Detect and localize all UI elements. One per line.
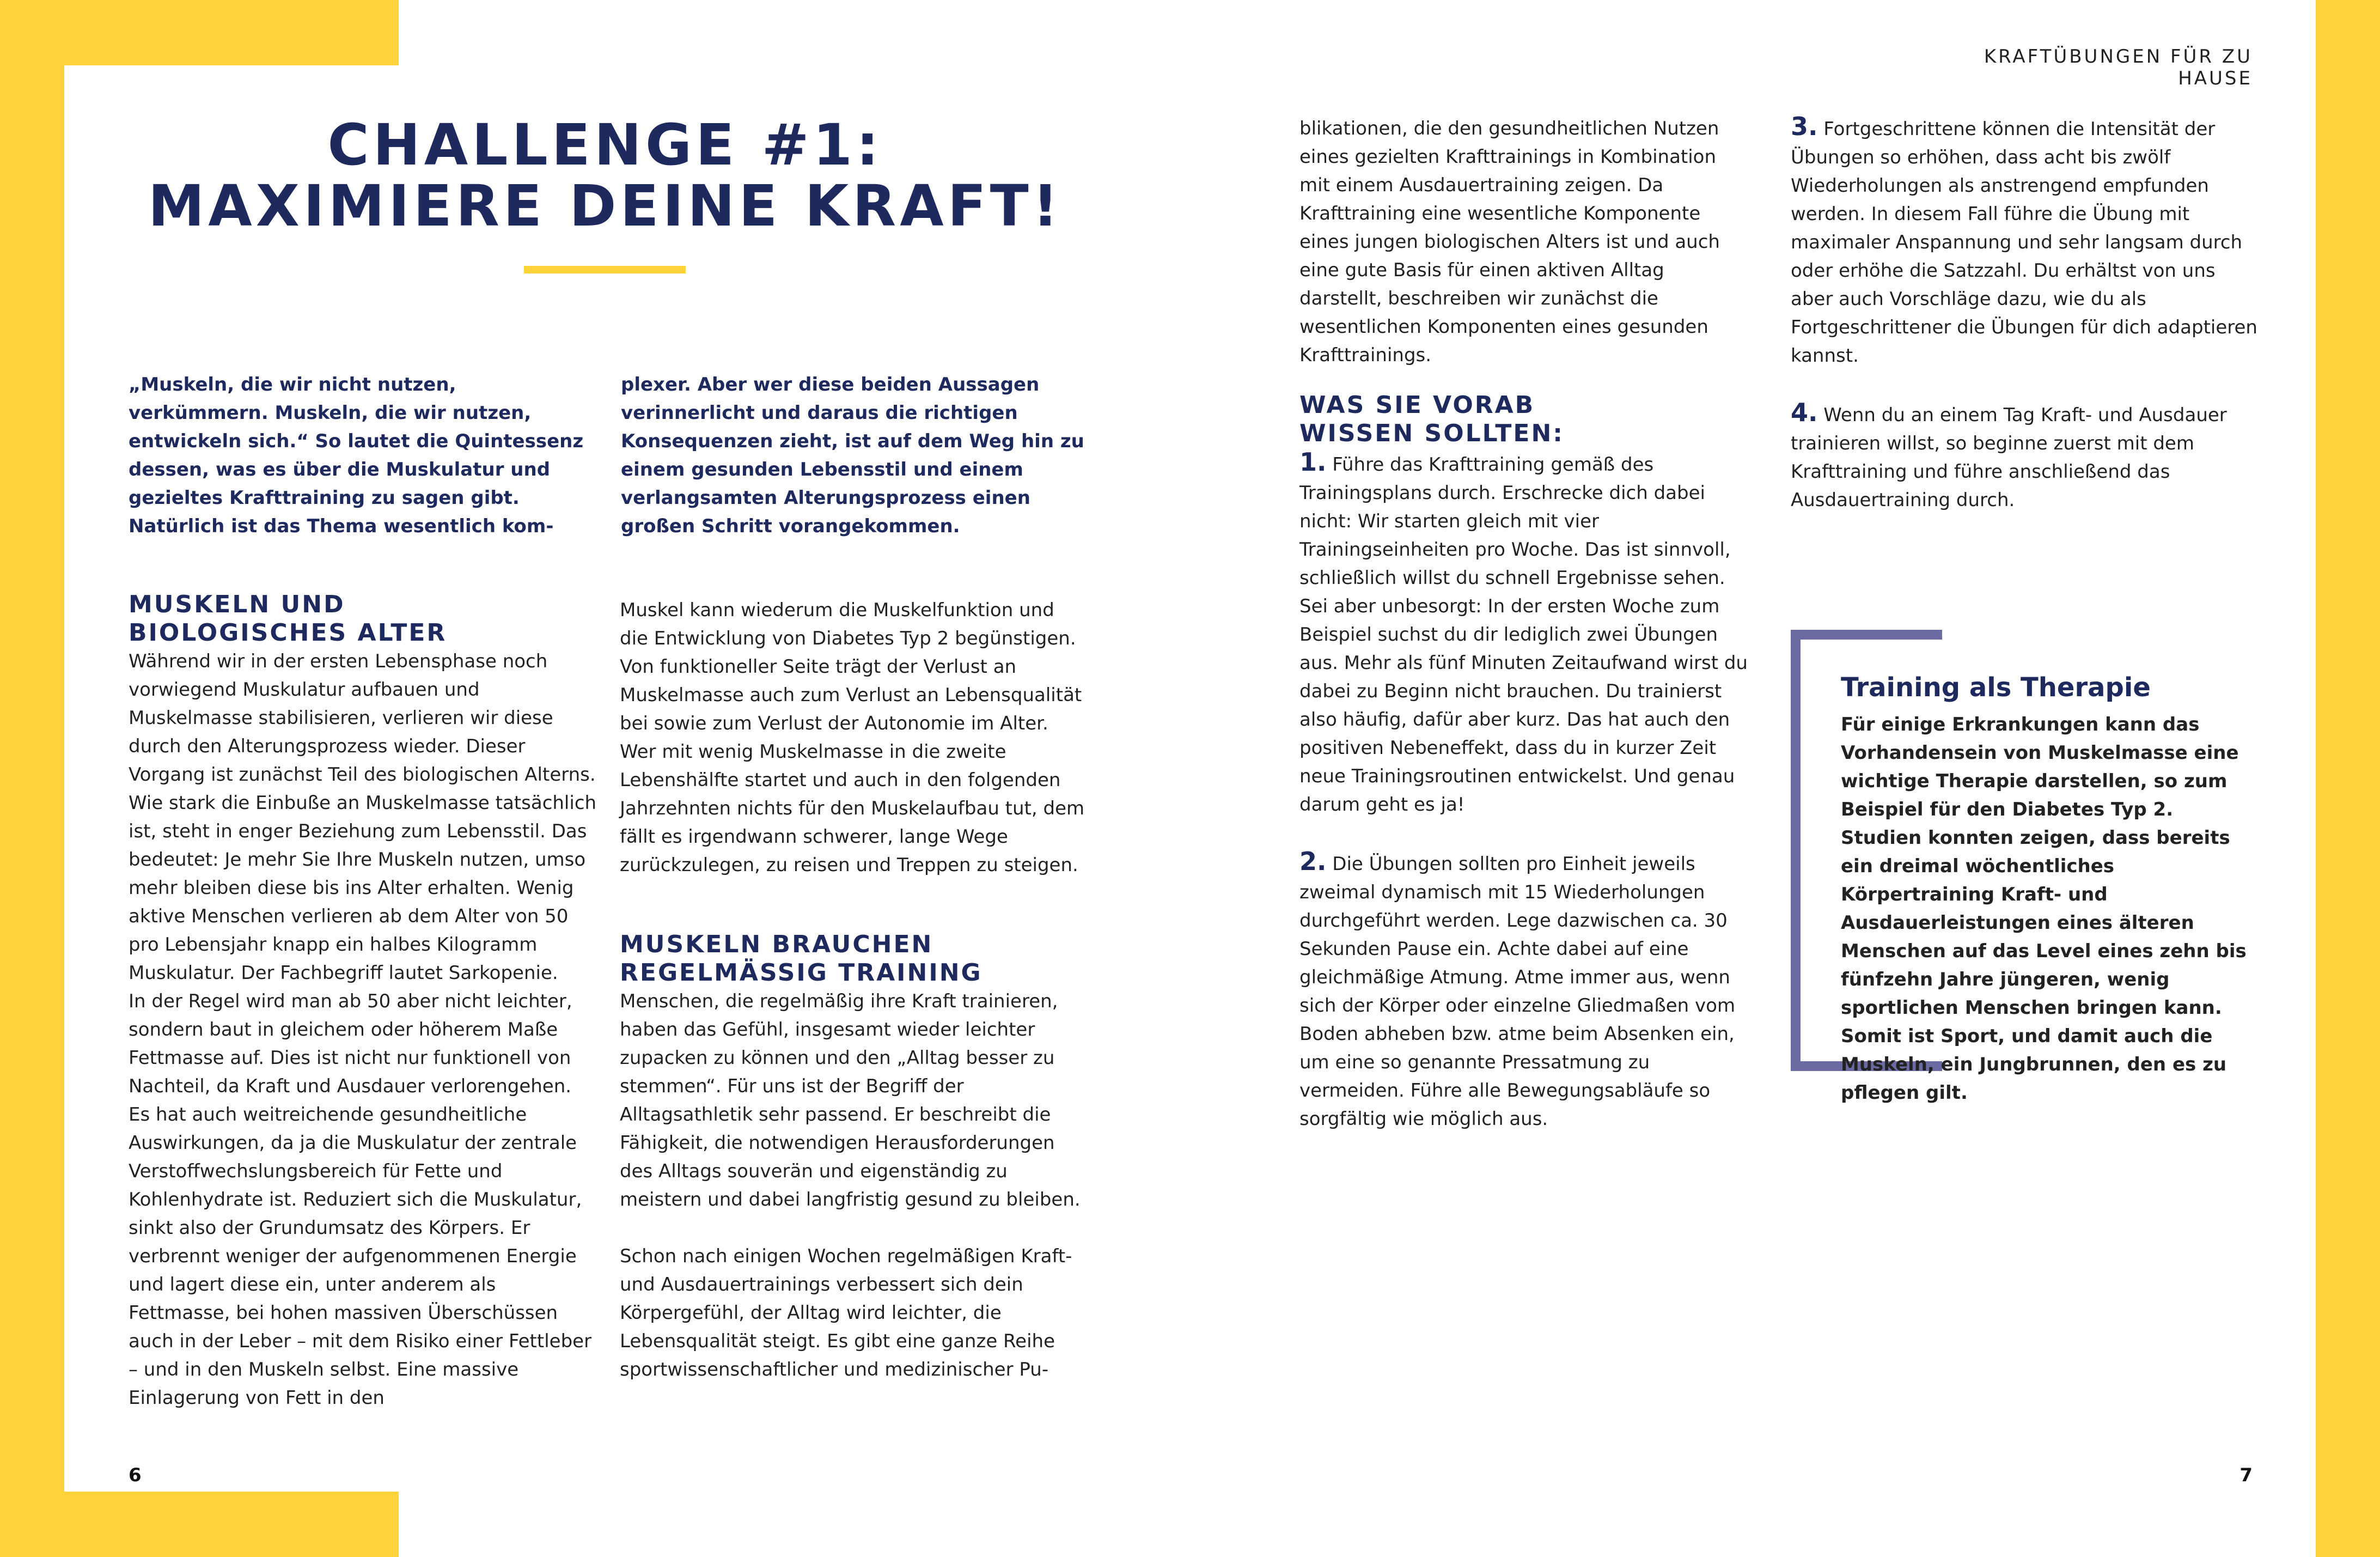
running-head: KRAFTÜBUNGEN FÜR ZU HAUSE <box>1984 46 2253 89</box>
section-heading-3 <box>1299 391 1752 448</box>
section-muskeln-training <box>620 930 1088 1384</box>
list-number: 3. <box>1791 112 1818 141</box>
section-heading-1 <box>129 591 597 647</box>
list-number: 2. <box>1299 847 1327 876</box>
section-2-paragraph-3: blikationen, die den gesundheitlichen Nutzen eines gezielten Krafttrainings in Kombination mit einem Ausdauertraining zeigen. Da Krafttraining eine wesentliche Komponente eines jungen biologischen Alters ist und auch eine gute Basis für einen aktiven Alltag darstellt, beschreiben wir zunächst die wesentlichen Komponenten eines gesunden Krafttrainings. <box>1299 118 1720 366</box>
section-heading-1-line-2: BIOLOGISCHES ALTER <box>129 619 447 647</box>
section-2-paragraph-1: Menschen, die regelmäßig ihre Kraft trainieren, haben das Gefühl, insgesamt wieder leichter zupacken zu können und den „Alltag besser zu stemmen“. Für uns ist der Begriff der Alltagsathletik sehr passend. Er beschreibt die Fähigkeit, die notwendigen Herausforderungen des Alltags souverän und eigenständig zu meistern und dabei langfristig gesund zu bleiben. <box>620 990 1081 1211</box>
list-text: Wenn du an einem Tag Kraft- und Ausdauer trainieren willst, so beginne zuerst mit dem Krafttraining und führe anschließend das Ausdauertraining durch. <box>1791 404 2227 511</box>
section-heading-2 <box>620 930 1088 987</box>
list-item <box>1299 448 1752 819</box>
list-item <box>1791 112 2259 370</box>
section-muskeln-alter <box>129 591 597 1412</box>
list-number: 4. <box>1791 398 1818 427</box>
yellow-frame-right <box>2316 0 2380 1557</box>
list-continued <box>1791 112 2259 514</box>
box-bracket-left <box>1791 630 1801 1071</box>
yellow-corner-bottom-left <box>0 1492 399 1557</box>
box-title: Training als Therapie <box>1841 672 2151 703</box>
list-text: Führe das Krafttraining gemäß des Trainingsplans durch. Erschrecke dich dabei nicht: Wir starten gleich mit vier Trainingseinheiten pro Woche. Das ist sinnvoll, schließlich willst du schnell Ergebnisse sehen. Sei aber unbesorgt: In der ersten Woche zum Beispiel suchst du dir lediglich zwei Übungen aus. Mehr als fünf Minuten Zeitaufwand wirst du dabei zu Beginn nicht brauchen. Du trainierst also häufig, dafür aber kurz. Das hat auch den positiven Nebeneffekt, dass du in kurzer Zeit neue Trainingsroutinen entwickelst. Und genau darum geht es ja! <box>1299 454 1748 816</box>
page-number-right: 7 <box>2239 1464 2253 1486</box>
section-vorab <box>1299 391 1752 1133</box>
section-heading-1-line-1: MUSKELN UND <box>129 591 345 618</box>
page-title <box>129 112 1082 239</box>
title-line-1: CHALLENGE #1: <box>327 112 883 178</box>
yellow-corner-top-left <box>0 0 399 65</box>
list-text: Die Übungen sollten pro Einheit jeweils zweimal dynamisch mit 15 Wiederholungen durchgeführt werden. Lege dazwischen ca. 30 Sekunden Pause ein. Achte dabei auf eine gleichmäßige Atmung. Atme immer aus, wenn sich der Körper oder einzelne Gliedmaßen vom Boden abheben bzw. atme beim Absenken ein, um eine so genannte Pressatmung zu vermeiden. Führe alle Bewegungsabläufe so sorgfältig wie möglich aus. <box>1299 853 1736 1130</box>
intro-col-1: „Muskeln, die wir nicht nutzen, verkümmern. Muskeln, die wir nutzen, entwickeln sich.“ So lautet die Quintessenz dessen, was es über die Muskulatur und gezieltes Krafttraining zu sagen gibt. Natürlich ist das Thema wesentlich kom- <box>129 374 584 537</box>
list-item <box>1299 847 1752 1133</box>
page-number-left: 6 <box>129 1464 142 1486</box>
section-2-paragraph-2: Schon nach einigen Wochen regelmäßigen Kraft- und Ausdauertrainings verbessert sich dein Körpergefühl, der Alltag wird leichter, die Lebensqualität steigt. Es gibt eine ganze Reihe sportwissenschaftlicher und medizinischer Pu- <box>620 1245 1072 1380</box>
title-line-2: MAXIMIERE DEINE KRAFT! <box>148 173 1063 239</box>
section-1-paragraph-2: In der Regel wird man ab 50 aber nicht leichter, sondern baut in gleichem oder höherem Maße Fettmasse auf. Dies ist nicht nur funktionell von Nachteil, da Kraft und Ausdauer verlorengehen. Es hat auch weitreichende gesundheitliche Auswirkungen, da ja die Muskulatur der zentrale Verstoffwechslungsbereich für Fette und Kohlenhydrate ist. Reduziert sich die Muskulatur, sinkt also der Grundumsatz des Körpers. Er verbrennt weniger der aufgenommenen Energie und lagert diese ein, unter anderem als Fettmasse, bei hohen massiven Überschüssen auch in der Leber – mit dem Risiko einer Fettleber – und in den Muskeln selbst. Eine massive Einlagerung von Fett in den <box>129 990 592 1409</box>
section-heading-2-line-2: REGELMÄSSIG TRAINING <box>620 959 982 987</box>
list-text: Fortgeschrittene können die Intensität der Übungen so erhöhen, dass acht bis zwölf Wiederholungen als anstrengend empfunden werden. In diesem Fall führe die Übung mit maximaler Anspannung und sehr langsam durch oder erhöhe die Satzzahl. Du erhältst von uns aber auch Vorschläge dazu, wie du als Fortgeschrittener die Übungen für dich adaptieren kannst. <box>1791 118 2257 367</box>
section-heading-3-line-1: WAS SIE VORAB <box>1299 391 1535 419</box>
list-item <box>1791 398 2259 514</box>
section-heading-2-line-1: MUSKELN BRAUCHEN <box>620 930 933 958</box>
intro-col-2: plexer. Aber wer diese beiden Aussagen verinnerlicht und daraus die richtigen Konsequenzen zieht, ist auf dem Weg hin zu einem gesunden Lebensstil und einem verlangsamten Alterungsprozess einen großen Schritt vorangekommen. <box>621 374 1084 537</box>
yellow-frame-left <box>0 0 64 1557</box>
section-1-paragraph-1: Während wir in der ersten Lebensphase noch vorwiegend Muskulatur aufbauen und Muskelmasse stabilisieren, verlieren wir diese durch den Alterungsprozess wieder. Dieser Vorgang ist zunächst Teil des biologischen Alterns. Wie stark die Einbuße an Muskelmasse tatsächlich ist, steht in enger Beziehung zum Lebensstil. Das bedeutet: Je mehr Sie Ihre Muskeln nutzen, umso mehr bleiben diese bis ins Alter erhalten. Wenig aktive Menschen verlieren ab dem Alter von 50 pro Lebensjahr knapp ein halbes Kilogramm Muskulatur. Der Fachbegriff lautet Sarkopenie. <box>129 650 597 984</box>
section-1-paragraph-3: Muskel kann wiederum die Muskelfunktion und die Entwicklung von Diabetes Typ 2 begünstigen. Von funktioneller Seite trägt der Verlust an Muskelmasse auch zum Verlust an Lebensqualität bei sowie zum Verlust der Autonomie im Alter. Wer mit wenig Muskelmasse in die zweite Lebenshälfte startet und auch in den folgenden Jahrzehnten nichts für den Muskelaufbau tut, dem fällt es irgendwann schwerer, lange Wege zurückzulegen, zu reisen und Treppen zu steigen. <box>620 599 1085 876</box>
section-heading-3-line-2: WISSEN SOLLTEN: <box>1299 419 1564 447</box>
box-text: Für einige Erkrankungen kann das Vorhandensein von Muskelmasse eine wichtige Therapie darstellen, so zum Beispiel für den Diabetes Typ 2. Studien konnten zeigen, dass bereits ein dreimal wöchentliches Körpertraining Kraft- und Ausdauerleistungen eines älteren Menschen auf das Level eines zehn bis fünfzehn Jahre jüngeren, wenig sportlichen Menschen bringen kann. Somit ist Sport, und damit auch die Muskeln, ein Jungbrunnen, den es zu pflegen gilt. <box>1841 714 2247 1104</box>
title-underline <box>524 266 686 273</box>
list-number: 1. <box>1299 447 1327 477</box>
box-bracket-top <box>1791 630 1942 640</box>
